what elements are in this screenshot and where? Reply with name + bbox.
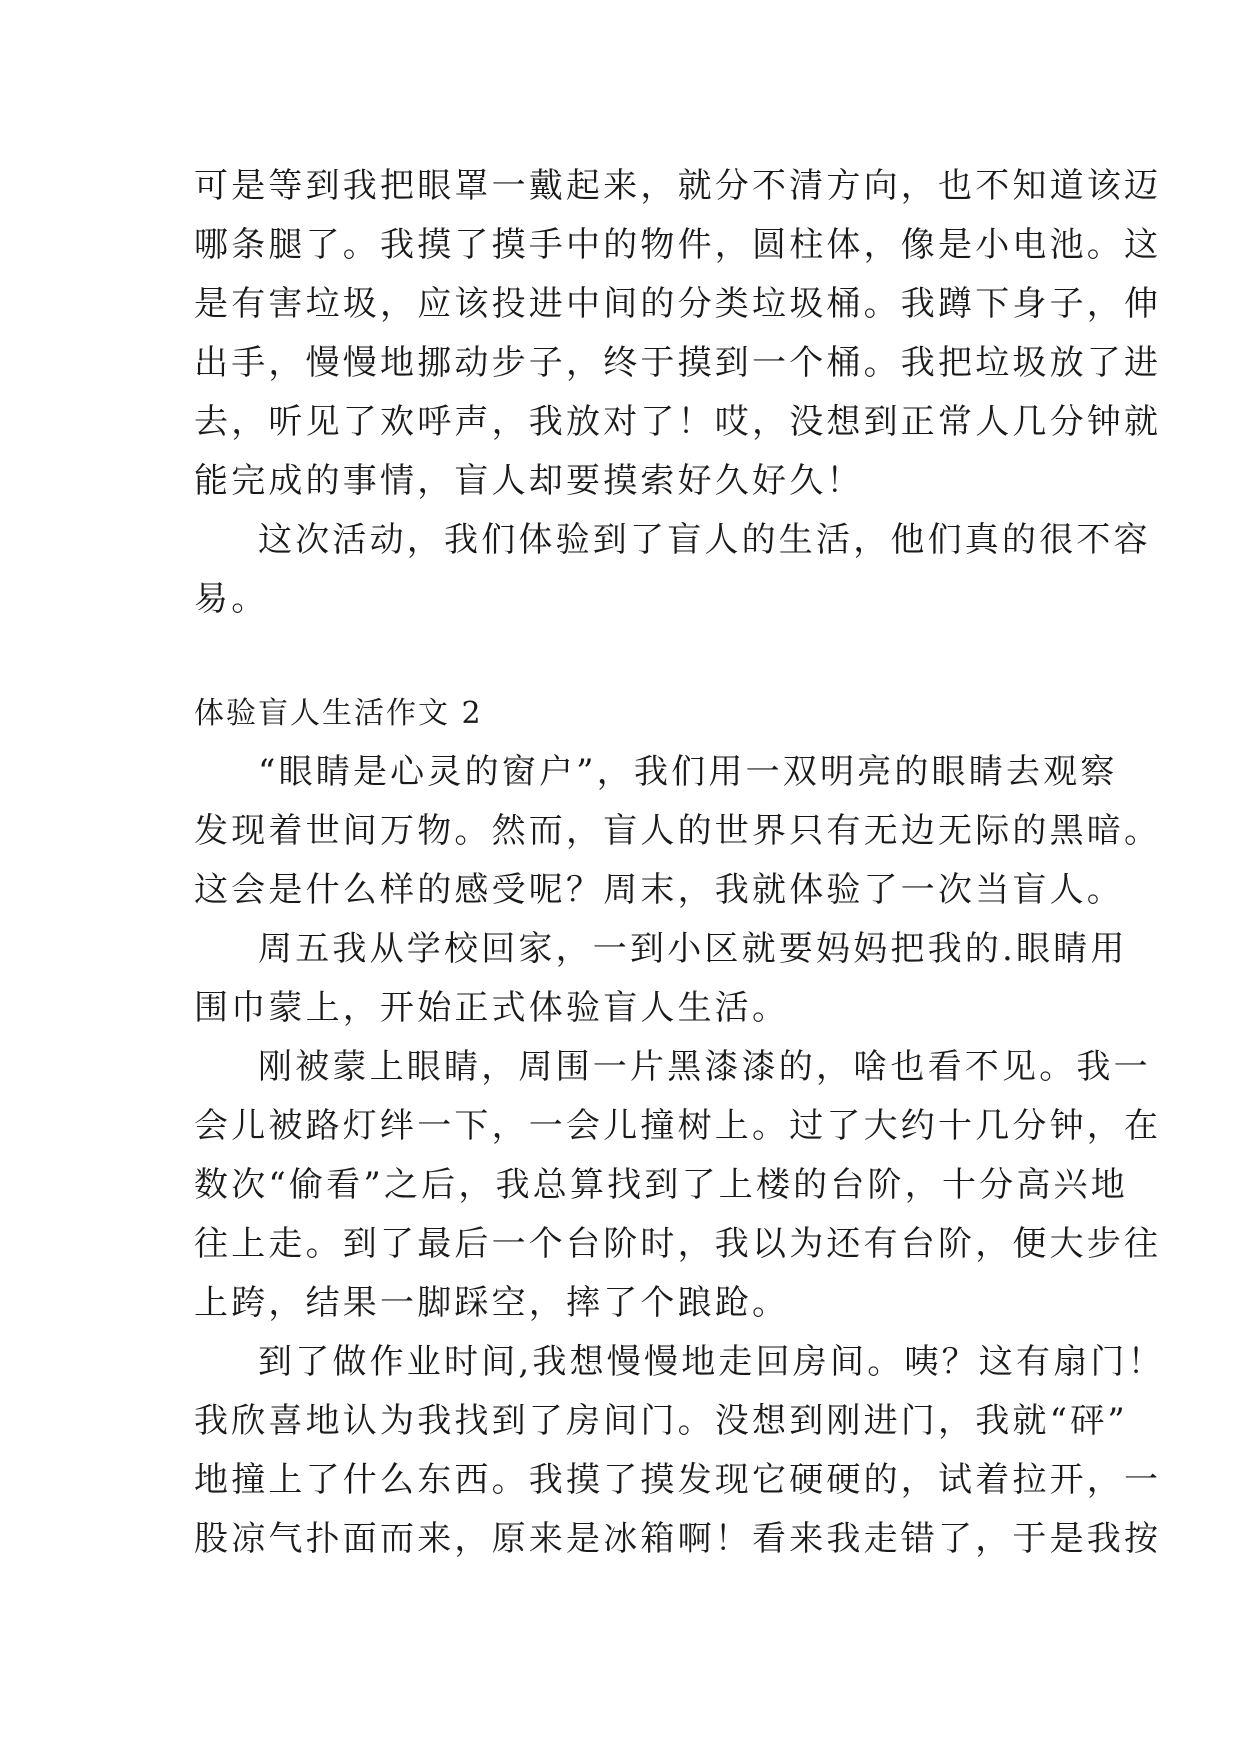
text-line: 这会是什么样的感受呢？周末，我就体验了一次当盲人。 xyxy=(194,870,1124,910)
text-line: 可是等到我把眼罩一戴起来，就分不清方向，也不知道该迈 xyxy=(194,166,1162,206)
text-line: 发现着世间万物。然而，盲人的世界只有无边无际的黑暗。 xyxy=(194,811,1162,851)
text-line: 易。 xyxy=(194,579,269,619)
text-line: 是有害垃圾，应该投进中间的分类垃圾桶。我蹲下身子，伸 xyxy=(194,284,1162,324)
text-line: “眼睛是心灵的窗户”，我们用一双明亮的眼睛去观察 xyxy=(258,752,1118,792)
text-line: 上跨，结果一脚踩空，摔了个踉跄。 xyxy=(194,1283,790,1323)
text-line: 去，听见了欢呼声，我放对了！哎，没想到正常人几分钟就 xyxy=(194,402,1162,442)
text-line: 我欣喜地认为我找到了房间门。没想到刚进门，我就“砰” xyxy=(194,1401,1128,1441)
text-line: 股凉气扑面而来，原来是冰箱啊！看来我走错了，于是我按 xyxy=(194,1519,1162,1559)
text-line: 往上走。到了最后一个台阶时，我以为还有台阶，便大步往 xyxy=(194,1224,1162,1264)
text-line: 会儿被路灯绊一下，一会儿撞树上。过了大约十几分钟，在 xyxy=(194,1106,1162,1146)
text-line: 围巾蒙上，开始正式体验盲人生活。 xyxy=(194,988,790,1028)
text-line: 能完成的事情，盲人却要摸索好久好久！ xyxy=(194,461,864,501)
text-line: 这次活动，我们体验到了盲人的生活，他们真的很不容 xyxy=(258,520,1151,560)
text-line: 出手，慢慢地挪动步子，终于摸到一个桶。我把垃圾放了进 xyxy=(194,343,1162,383)
section-heading: 体验盲人生活作文 2 xyxy=(194,696,483,731)
text-line: 周五我从学校回家，一到小区就要妈妈把我的.眼睛用 xyxy=(258,929,1128,969)
text-line: 数次“偷看”之后，我总算找到了上楼的台阶，十分高兴地 xyxy=(194,1165,1128,1205)
text-line: 哪条腿了。我摸了摸手中的物件，圆柱体，像是小电池。这 xyxy=(194,225,1162,265)
text-line: 到了做作业时间,我想慢慢地走回房间。咦？这有扇门！ xyxy=(258,1342,1165,1382)
text-line: 刚被蒙上眼睛，周围一片黑漆漆的，啥也看不见。我一 xyxy=(258,1047,1151,1087)
text-line: 地撞上了什么东西。我摸了摸发现它硬硬的，试着拉开，一 xyxy=(194,1460,1162,1500)
